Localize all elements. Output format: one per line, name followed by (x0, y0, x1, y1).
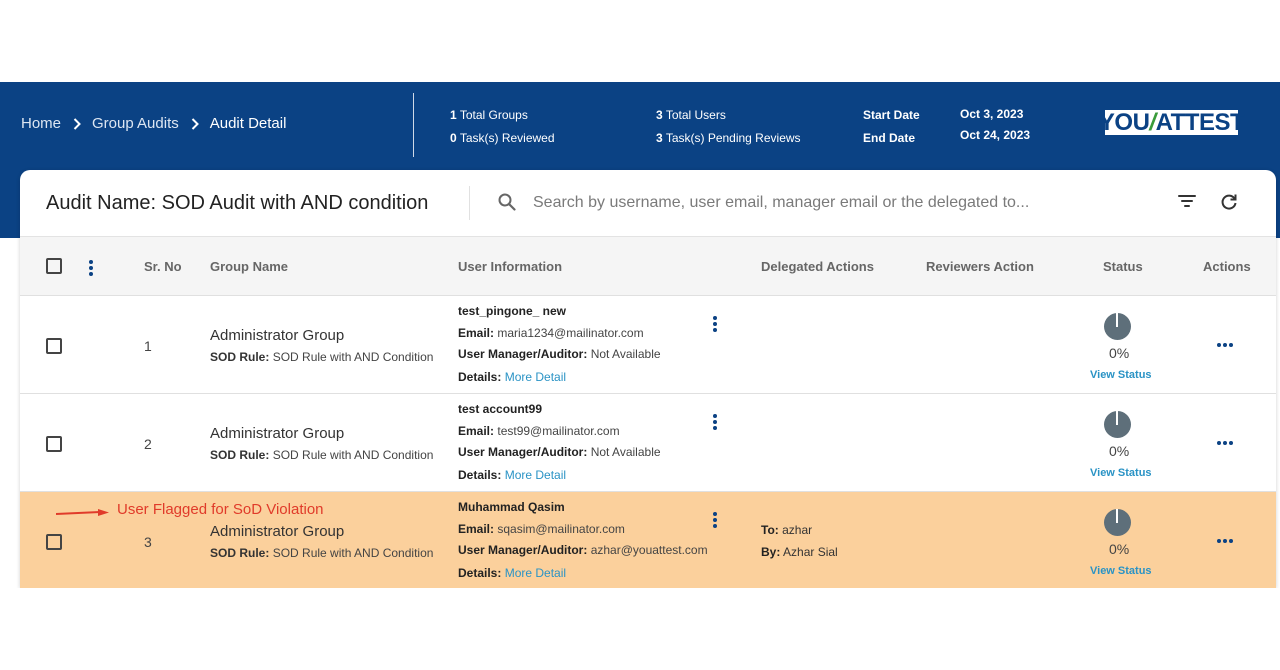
row-group-name: Administrator Group (210, 425, 345, 442)
email-label: Email: (458, 326, 495, 340)
sod-rule-label: SOD Rule: (210, 350, 270, 364)
card-header (20, 170, 1276, 236)
details-label: Details: (458, 468, 502, 482)
header-delegated-actions: Delegated Actions (761, 259, 874, 274)
stat-total-users (656, 108, 726, 122)
view-status-link[interactable]: View Status (1090, 565, 1152, 577)
header-group-name: Group Name (210, 259, 289, 274)
status-pie-icon (1104, 509, 1131, 536)
row-manager (458, 347, 661, 361)
row-sod-rule (210, 350, 433, 364)
more-detail-link[interactable]: More Detail (504, 468, 567, 482)
filter-icon[interactable] (1178, 194, 1196, 213)
sod-rule-value: SOD Rule with AND Condition (272, 350, 434, 364)
stat-total-users-label: Total Users (665, 108, 726, 122)
column-menu-icon[interactable] (89, 260, 93, 276)
email-label: Email: (458, 522, 495, 536)
row-email (458, 326, 644, 340)
sod-rule-label: SOD Rule: (210, 448, 270, 462)
manager-label: User Manager/Auditor: (458, 347, 588, 361)
stat-total-groups-count: 1 (450, 108, 457, 122)
stat-reviewed (450, 131, 555, 145)
stat-pending (656, 131, 801, 145)
header-divider (413, 93, 414, 157)
username-value: test account99 (458, 402, 543, 416)
status-percent: 0% (1109, 541, 1130, 557)
row-group-name: Administrator Group (210, 327, 345, 344)
start-date-value: Oct 3, 2023 (960, 107, 1024, 121)
delegated-by-value: Azhar Sial (783, 545, 838, 559)
end-date-value: Oct 24, 2023 (960, 128, 1031, 142)
row-sr-no: 3 (144, 534, 152, 550)
chevron-right-icon (191, 118, 199, 130)
breadcrumb-current: Audit Detail (209, 115, 287, 132)
stat-reviewed-count: 0 (450, 131, 457, 145)
username-value: Muhammad Qasim (458, 500, 565, 514)
audit-card (20, 170, 1276, 588)
email-label: Email: (458, 424, 495, 438)
row-details (458, 566, 566, 580)
header-user-information: User Information (458, 259, 563, 274)
sod-rule-label: SOD Rule: (210, 546, 270, 560)
manager-value: Not Available (590, 445, 661, 459)
row-username (458, 500, 565, 514)
arrow-right-icon (56, 504, 110, 522)
logo-text-you: YOU (1098, 108, 1150, 136)
manager-value: Not Available (590, 347, 661, 361)
logo-slash: / (1149, 108, 1156, 136)
top-margin (0, 0, 1280, 82)
table-header (20, 236, 1276, 296)
row-sod-rule (210, 448, 433, 462)
delegated-by (761, 545, 838, 559)
row-checkbox[interactable] (46, 436, 62, 452)
start-date-label: Start Date (863, 108, 920, 122)
row-details (458, 468, 566, 482)
stat-reviewed-label: Task(s) Reviewed (459, 131, 555, 145)
breadcrumb-home[interactable]: Home (21, 115, 62, 132)
sod-rule-value: SOD Rule with AND Condition (272, 546, 434, 560)
stat-total-groups (450, 108, 528, 122)
view-status-link[interactable]: View Status (1090, 369, 1152, 381)
email-value: test99@mailinator.com (497, 424, 620, 438)
stat-pending-count: 3 (656, 131, 663, 145)
row-details (458, 370, 566, 384)
breadcrumb-group-audits[interactable]: Group Audits (92, 115, 179, 132)
audit-title: Audit Name: SOD Audit with AND condition (46, 192, 429, 214)
row-group-name: Administrator Group (210, 523, 345, 540)
user-menu-icon[interactable] (713, 414, 717, 430)
youattest-logo (1098, 108, 1245, 136)
sod-rule-value: SOD Rule with AND Condition (272, 448, 434, 462)
details-label: Details: (458, 370, 502, 384)
more-actions-icon[interactable] (1217, 539, 1233, 543)
row-email (458, 424, 620, 438)
row-email (458, 522, 625, 536)
details-label: Details: (458, 566, 502, 580)
delegated-by-label: By: (761, 545, 781, 559)
stat-pending-label: Task(s) Pending Reviews (665, 131, 801, 145)
status-pie-icon (1104, 313, 1131, 340)
search-icon (498, 193, 516, 216)
status-percent: 0% (1109, 443, 1130, 459)
manager-label: User Manager/Auditor: (458, 445, 588, 459)
email-value: maria1234@mailinator.com (497, 326, 644, 340)
more-detail-link[interactable]: More Detail (504, 566, 567, 580)
view-status-link[interactable]: View Status (1090, 467, 1152, 479)
more-actions-icon[interactable] (1217, 441, 1233, 445)
delegated-to (761, 523, 812, 537)
email-value: sqasim@mailinator.com (497, 522, 625, 536)
row-username (458, 304, 566, 318)
stat-total-users-count: 3 (656, 108, 663, 122)
row-sr-no: 2 (144, 436, 152, 452)
header-actions: Actions (1203, 259, 1251, 274)
status-percent: 0% (1109, 345, 1130, 361)
user-menu-icon[interactable] (713, 316, 717, 332)
row-username (458, 402, 542, 416)
row-checkbox[interactable] (46, 534, 62, 550)
breadcrumb (21, 115, 286, 132)
header-divider (469, 186, 470, 220)
header-reviewers-action: Reviewers Action (926, 259, 1034, 274)
table-row-flagged (20, 492, 1276, 588)
more-actions-icon[interactable] (1217, 343, 1233, 347)
sod-violation-annotation: User Flagged for SoD Violation (117, 501, 324, 518)
end-date-label: End Date (863, 131, 916, 145)
status-pie-icon (1104, 411, 1131, 438)
header-status: Status (1103, 259, 1143, 274)
username-value: test_pingone_ new (458, 304, 567, 318)
logo-text-attest: ATTEST (1155, 108, 1245, 136)
row-manager (458, 445, 661, 459)
header-sr-no: Sr. No (144, 259, 182, 274)
user-menu-icon[interactable] (713, 512, 717, 528)
manager-value: azhar@youattest.com (590, 543, 708, 557)
row-manager (458, 543, 708, 557)
table-row (20, 296, 1276, 394)
select-all-checkbox[interactable] (46, 258, 62, 274)
delegated-to-value: azhar (782, 523, 813, 537)
chevron-right-icon (73, 118, 81, 130)
delegated-to-label: To: (761, 523, 779, 537)
manager-label: User Manager/Auditor: (458, 543, 588, 557)
more-detail-link[interactable]: More Detail (504, 370, 567, 384)
row-checkbox[interactable] (46, 338, 62, 354)
table-row (20, 394, 1276, 492)
bottom-margin (0, 588, 1280, 670)
row-sod-rule (210, 546, 433, 560)
row-sr-no: 1 (144, 338, 152, 354)
search-input[interactable] (533, 191, 1053, 215)
refresh-icon[interactable] (1220, 193, 1238, 216)
stat-total-groups-label: Total Groups (459, 108, 528, 122)
